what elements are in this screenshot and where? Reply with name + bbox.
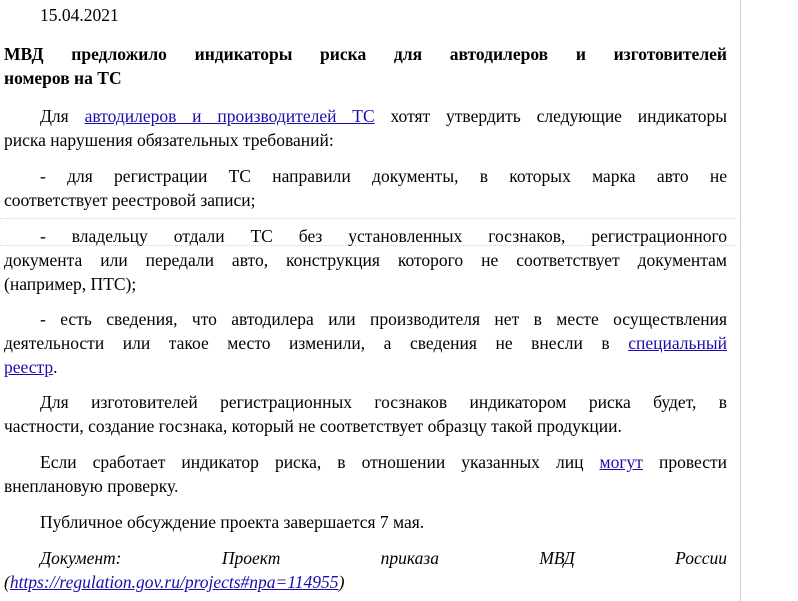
bullet1-line-1: - для регистрации ТС направили документы, в которых марка авто не — [40, 166, 727, 186]
inspection-line-1 — [4, 450, 727, 474]
bullet3-period: . — [53, 357, 58, 377]
source-word-4: России — [675, 548, 728, 568]
source-paren-close: ) — [338, 572, 345, 592]
bullet2-line-3: (например, ПТС); — [4, 274, 137, 294]
inspection-text-pre: Если сработает индикатор риска, в отношении указанных лиц — [40, 452, 584, 472]
bullet3-line-1: - есть сведения, что автодилера или производителя нет в месте осуществления — [40, 309, 727, 329]
bullet3-text: деятельности или такое место изменили, а сведения не внесли в — [4, 333, 610, 353]
source-word-1: Проект — [221, 548, 281, 568]
source-paren-open: ( — [4, 572, 10, 592]
plates-line-1: Для изготовителей регистрационных госзнаков индикатором риска будет, в — [40, 392, 727, 412]
source-url-link[interactable]: https://regulation.gov.ru/projects#npa=114955 — [9, 572, 339, 592]
source-word-3: МВД — [539, 548, 575, 568]
bullet3-line-2 — [4, 331, 727, 355]
source-label: Документ: — [40, 548, 122, 568]
paragraph-intro — [4, 104, 727, 152]
viewer-gutter — [741, 0, 798, 601]
intro-line-2: риска нарушения обязательных требований: — [4, 130, 334, 150]
intro-text-mid: хотят утвердить следующие индикаторы — [390, 106, 727, 126]
inspection-text-post: провести — [659, 452, 728, 472]
source-line-1 — [4, 546, 727, 570]
intro-text-pre: Для — [40, 106, 69, 126]
source-document — [4, 546, 727, 594]
paragraph-discussion — [4, 510, 727, 534]
may-link[interactable]: могут — [599, 452, 643, 472]
intro-line-1 — [4, 104, 727, 128]
dealers-link[interactable]: автодилеров и производителей ТС — [84, 106, 375, 126]
bullet3-line-3 — [4, 355, 727, 379]
bullet-registration — [4, 164, 727, 212]
bullet-location — [4, 307, 727, 379]
registry-link-part2[interactable]: реестр — [4, 357, 54, 377]
article-date: 15.04.2021 — [40, 5, 119, 25]
discussion-line: Публичное обсуждение проекта завершается 7 мая. — [40, 512, 425, 532]
plates-line-2: частности, создание госзнака, который не соответствует образцу такой продукции. — [4, 416, 622, 436]
title-line-2: номеров на ТС — [4, 68, 122, 88]
source-word-2: приказа — [380, 548, 439, 568]
registry-link-part1[interactable]: специальный — [628, 333, 727, 353]
bullet1-line-2: соответствует реестровой записи; — [4, 190, 256, 210]
bullet-owner — [4, 224, 727, 296]
paragraph-inspection — [4, 450, 727, 498]
inspection-line-2: внеплановую проверку. — [4, 476, 179, 496]
paragraph-plates — [4, 390, 727, 438]
title-line-1: МВД предложило индикаторы риска для автодилеров и изготовителей — [4, 44, 727, 64]
bullet2-line-2: документа или передали авто, конструкция которого не соответствует документам — [4, 250, 727, 270]
bullet2-line-1: - владельцу отдали ТС без установленных госзнаков, регистрационного — [40, 226, 727, 246]
source-line-2 — [4, 570, 727, 594]
article-title — [4, 42, 727, 90]
